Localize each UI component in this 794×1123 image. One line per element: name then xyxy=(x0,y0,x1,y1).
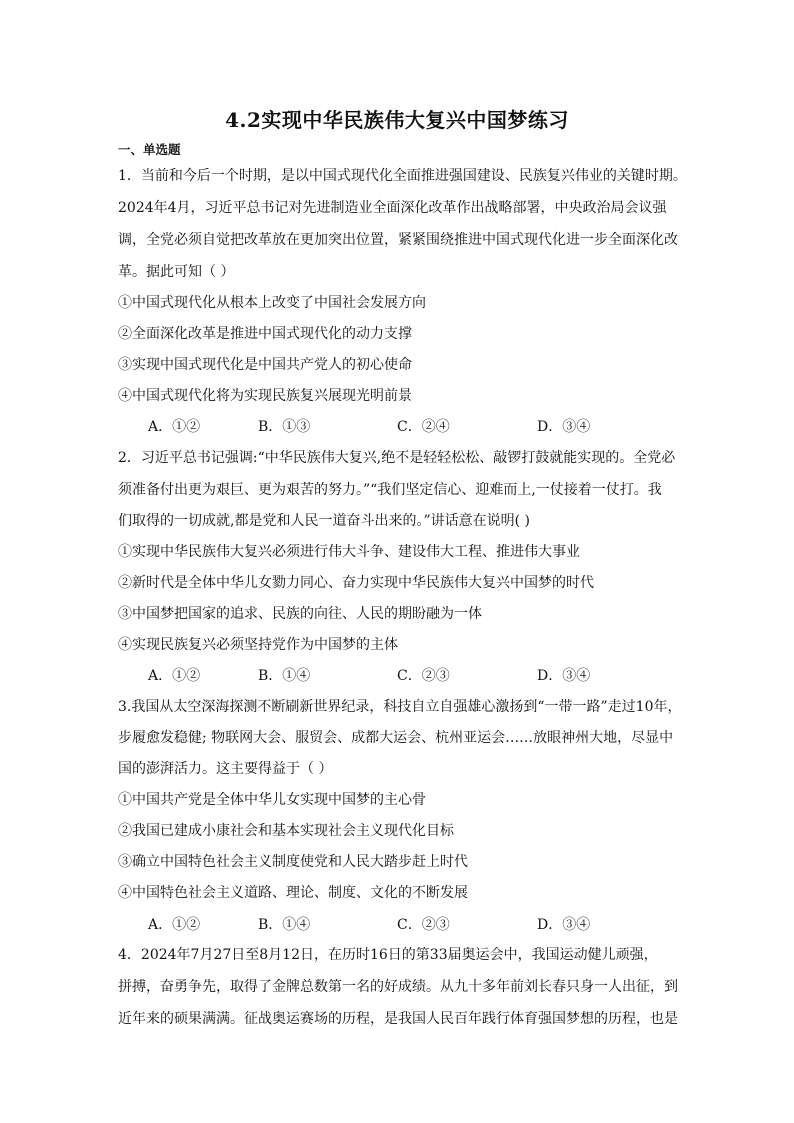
question-3-statement: ④中国特色社会主义道路、理论、制度、文化的不断发展 xyxy=(118,885,468,901)
option-a[interactable]: A．①② xyxy=(148,419,201,435)
option-d[interactable]: D．③④ xyxy=(537,668,591,684)
option-b[interactable]: B．①③ xyxy=(258,419,311,435)
question-4-stem-line: 4．2024年7月27日至8月12日，在历时16日的第33届奥运会中，我国运动健儿顽强， xyxy=(118,947,658,963)
question-3-statement: ①中国共产党是全体中华儿女实现中国梦的主心骨 xyxy=(118,792,426,808)
question-4-stem-line: 近年来的硕果满满。征战奥运赛场的历程，是我国人民百年践行体育强国梦想的历程，也是 xyxy=(118,1011,678,1027)
question-2-stem-line: 2．习近平总书记强调:“中华民族伟大复兴,绝不是轻轻松松、敲锣打鼓就能实现的。全党必 xyxy=(118,450,676,466)
option-a[interactable]: A．①② xyxy=(148,668,201,684)
question-2-statement: ②新时代是全体中华儿女勠力同心、奋力实现中华民族伟大复兴中国梦的时代 xyxy=(118,575,594,591)
question-3-stem-line: 3.我国从太空深海探测不断刷新世界纪录，科技自立自强雄心激扬到“一带一路”走过10年， xyxy=(118,699,682,715)
question-1-statement: ①中国式现代化从根本上改变了中国社会发展方向 xyxy=(118,295,426,311)
question-3-stem-line: 步履愈发稳健; 物联网大会、服贸会、成都大运会、杭州亚运会……放眼神州大地，尽显中 xyxy=(118,730,674,746)
question-4-stem-line: 拼搏，奋勇争先，取得了金牌总数第一名的好成绩。从九十多年前刘长春只身一人出征，到 xyxy=(118,979,678,995)
option-c[interactable]: C．②③ xyxy=(397,668,450,684)
question-1-statement: ④中国式现代化将为实现民族复兴展现光明前景 xyxy=(118,388,412,404)
option-d[interactable]: D．③④ xyxy=(537,419,591,435)
question-1-statement: ③实现中国式现代化是中国共产党人的初心使命 xyxy=(118,357,412,373)
question-2-stem-line: 们取得的一切成就,都是党和人民一道奋斗出来的。”讲话意在说明( ) xyxy=(118,513,530,529)
question-1-stem-line: 调，全党必须自觉把改革放在更加突出位置，紧紧围绕推进中国式现代化进一步全面深化改 xyxy=(118,232,678,248)
option-c[interactable]: C．②③ xyxy=(397,917,450,933)
question-2-statement: ④实现民族复兴必须坚持党作为中国梦的主体 xyxy=(118,637,398,653)
option-d[interactable]: D．③④ xyxy=(537,917,591,933)
option-a[interactable]: A．①② xyxy=(148,917,201,933)
question-3-stem-line: 国的澎湃活力。这主要得益于（ ） xyxy=(118,761,333,777)
question-2-stem-line: 须准备付出更为艰巨、更为艰苦的努力。”“我们坚定信心、迎难而上,一仗接着一仗打。我 xyxy=(118,482,662,498)
question-1-stem-line: 1．当前和今后一个时期，是以中国式现代化全面推进强国建设、民族复兴伟业的关键时期。 xyxy=(118,168,687,184)
question-3-statement: ③确立中国特色社会主义制度使党和人民大踏步赶上时代 xyxy=(118,854,468,870)
question-1-statement: ②全面深化改革是推进中国式现代化的动力支撑 xyxy=(118,326,412,342)
option-c[interactable]: C．②④ xyxy=(397,419,450,435)
question-2-statement: ①实现中华民族伟大复兴必须进行伟大斗争、建设伟大工程、推进伟大事业 xyxy=(118,544,580,560)
question-1-stem-line: 2024年4月，习近平总书记对先进制造业全面深化改革作出战略部署，中央政治局会议强 xyxy=(118,200,667,216)
page-title: 4.2实现中华民族伟大复兴中国梦练习 xyxy=(225,108,569,132)
question-2-statement: ③中国梦把国家的追求、民族的向往、人民的期盼融为一体 xyxy=(118,606,482,622)
option-b[interactable]: B．①④ xyxy=(258,917,311,933)
question-1-stem-line: 革。据此可知（ ） xyxy=(118,264,235,280)
section-heading: 一、单选题 xyxy=(118,142,181,157)
option-b[interactable]: B．①④ xyxy=(258,668,311,684)
question-3-statement: ②我国已建成小康社会和基本实现社会主义现代化目标 xyxy=(118,823,454,839)
